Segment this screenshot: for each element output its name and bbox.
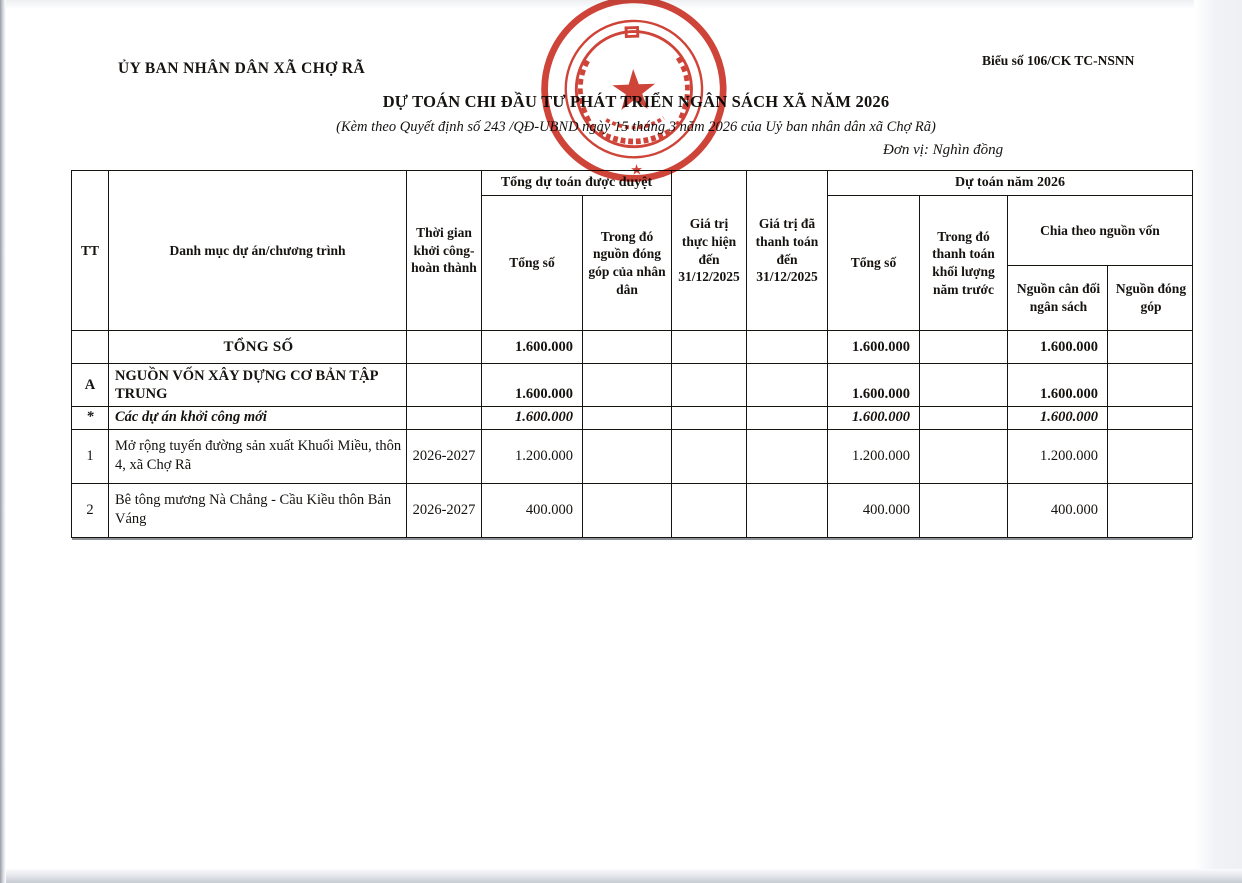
table-row-new-projects <box>72 407 1193 430</box>
col-header-2026-prev-volume: Trong đó thanh toán khối lượng năm trước <box>920 196 1008 331</box>
cell-2026-total: 1.600.000 <box>828 331 920 364</box>
cell-value-done <box>672 429 747 483</box>
table-row-grand-total <box>72 331 1193 364</box>
col-header-value-done: Giá trị thực hiện đến 31/12/2025 <box>672 171 747 331</box>
cell-2026-total: 400.000 <box>828 483 920 537</box>
col-header-approved-contrib: Trong đó nguồn đóng góp của nhân dân <box>583 196 672 331</box>
document-title: DỰ TOÁN CHI ĐẦU TƯ PHÁT TRIỂN NGÂN SÁCH XÃ NĂM 2026 <box>382 92 890 111</box>
seal-bottom-star-icon: ★ <box>630 162 644 179</box>
cell-value-paid <box>747 331 828 364</box>
cell-2026-contrib <box>1108 364 1193 407</box>
col-header-approved-total: Tổng số <box>482 196 583 331</box>
cell-tt <box>72 331 109 364</box>
cell-time <box>407 331 482 364</box>
cell-project-name: NGUỒN VỐN XÂY DỰNG CƠ BẢN TẬP TRUNG <box>109 364 407 407</box>
document-subtitle: (Kèm theo Quyết định số 243 /QĐ-UBND ngày 15 tháng 3 năm 2026 của Uỷ ban nhân dân xã Chợ Rã) <box>336 119 936 135</box>
col-header-2026-total: Tổng số <box>828 196 920 331</box>
cell-value-done <box>672 407 747 430</box>
cell-approved-contrib <box>583 483 672 537</box>
col-header-contribution-source: Nguồn đóng góp <box>1108 266 1193 331</box>
cell-tt: 1 <box>72 429 109 483</box>
col-header-value-paid: Giá trị đã thanh toán đến 31/12/2025 <box>747 171 828 331</box>
cell-time: 2026-2027 <box>407 483 482 537</box>
cell-project-name: Mở rộng tuyến đường sản xuất Khuổi Miều, thôn 4, xã Chợ Rã <box>109 429 407 483</box>
cell-2026-contrib <box>1108 429 1193 483</box>
cell-value-paid <box>747 407 828 430</box>
cell-approved-contrib <box>583 364 672 407</box>
col-group-capital-split: Chia theo nguồn vốn <box>1008 196 1193 266</box>
cell-approved-total: 400.000 <box>482 483 583 537</box>
cell-tt: * <box>72 407 109 430</box>
table-row-project-2 <box>72 483 1193 537</box>
cell-tt: A <box>72 364 109 407</box>
cell-2026-prev <box>920 364 1008 407</box>
cell-approved-total: 1.600.000 <box>482 364 583 407</box>
seal-center-star-icon: ★ <box>607 59 661 124</box>
cell-approved-total: 1.600.000 <box>482 407 583 430</box>
cell-approved-contrib <box>583 429 672 483</box>
budget-table <box>71 170 1193 538</box>
issuing-authority: ỦY BAN NHÂN DÂN XÃ CHỢ RÃ <box>118 60 366 77</box>
cell-2026-total: 1.200.000 <box>828 429 920 483</box>
cell-2026-total: 1.600.000 <box>828 364 920 407</box>
col-header-budget-balance-source: Nguồn cân đối ngân sách <box>1008 266 1108 331</box>
col-header-tt: TT <box>72 171 109 331</box>
col-group-approved-estimate: Tổng dự toán được duyệt <box>482 171 672 196</box>
cell-value-paid <box>747 364 828 407</box>
form-number: Biểu số 106/CK TC-NSNN <box>982 53 1135 68</box>
cell-approved-contrib <box>583 331 672 364</box>
cell-time: 2026-2027 <box>407 429 482 483</box>
cell-2026-balance: 1.200.000 <box>1008 429 1108 483</box>
cell-2026-prev <box>920 407 1008 430</box>
cell-value-done <box>672 364 747 407</box>
cell-approved-contrib <box>583 407 672 430</box>
cell-value-done <box>672 483 747 537</box>
official-seal-stamp <box>535 0 734 191</box>
currency-unit-note: Đơn vị: Nghìn đồng <box>883 142 1004 158</box>
cell-2026-prev <box>920 483 1008 537</box>
cell-2026-balance: 1.600.000 <box>1008 407 1108 430</box>
cell-value-paid <box>747 483 828 537</box>
cell-2026-prev <box>920 331 1008 364</box>
cell-2026-contrib <box>1108 331 1193 364</box>
table-row-project-1 <box>72 429 1193 483</box>
col-header-time: Thời gian khởi công- hoàn thành <box>407 171 482 331</box>
cell-2026-balance: 1.600.000 <box>1008 331 1108 364</box>
col-header-project-name: Danh mục dự án/chương trình <box>109 171 407 331</box>
page-edge-bottom <box>0 869 1242 883</box>
cell-2026-total: 1.600.000 <box>828 407 920 430</box>
cell-project-name: Các dự án khởi công mới <box>109 407 407 430</box>
cell-approved-total: 1.600.000 <box>482 331 583 364</box>
cell-time <box>407 407 482 430</box>
col-group-estimate-2026: Dự toán năm 2026 <box>828 171 1193 196</box>
cell-2026-contrib <box>1108 483 1193 537</box>
cell-value-paid <box>747 429 828 483</box>
cell-project-name: TỔNG SỐ <box>109 331 407 364</box>
cell-value-done <box>672 331 747 364</box>
page-edge-left <box>0 0 6 883</box>
cell-2026-balance: 1.600.000 <box>1008 364 1108 407</box>
cell-approved-total: 1.200.000 <box>482 429 583 483</box>
table-row-section-a <box>72 364 1193 407</box>
cell-time <box>407 364 482 407</box>
cell-2026-balance: 400.000 <box>1008 483 1108 537</box>
cell-tt: 2 <box>72 483 109 537</box>
cell-2026-contrib <box>1108 407 1193 430</box>
cell-project-name: Bê tông mương Nà Chẳng - Cầu Kiều thôn Bản Váng <box>109 483 407 537</box>
cell-2026-prev <box>920 429 1008 483</box>
